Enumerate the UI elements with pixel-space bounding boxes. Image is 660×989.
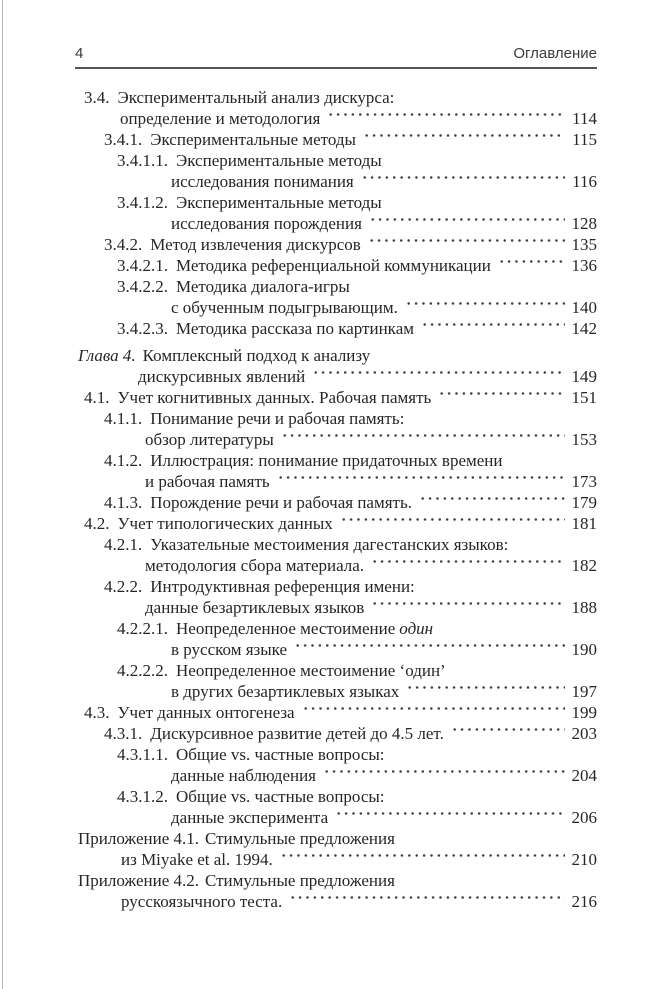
toc-entry-title: Понимание речи и рабочая память:: [150, 409, 405, 428]
toc-page-number: 190: [571, 640, 597, 659]
toc-line: [78, 870, 597, 891]
toc-line: [145, 471, 597, 492]
toc-line: [117, 744, 597, 765]
toc-entry-title: Учет типологических данных: [117, 514, 333, 533]
toc-entry-title: исследования порождения: [171, 214, 362, 233]
toc-line: [171, 213, 597, 234]
toc-line: [104, 492, 597, 513]
toc-entry-title: Стимульные предложения: [205, 829, 395, 848]
toc-line: [171, 807, 597, 828]
toc-entry-title: Экспериментальные методы: [176, 193, 382, 212]
toc-entry-number: 3.4.2.3.: [117, 319, 168, 338]
toc-line: [117, 660, 597, 681]
dot-leader: [335, 807, 565, 828]
toc-line: [78, 828, 597, 849]
dot-leader: [361, 171, 565, 192]
toc-entry-title: Стимульные предложения: [205, 871, 395, 890]
toc-entry-title: в русском языке: [171, 640, 288, 659]
toc-line: [138, 366, 597, 387]
page-number: 4: [75, 45, 84, 62]
toc-entry-number: 4.3.1.1.: [117, 745, 168, 764]
toc-entry-title: Методика референциальной коммуникации: [176, 256, 491, 275]
dot-leader: [368, 234, 565, 255]
running-title: Оглавление: [513, 45, 597, 62]
toc-line: [121, 891, 597, 912]
toc-entry-title: Методика диалога-игры: [176, 277, 350, 296]
toc-page-number: 216: [571, 892, 597, 911]
toc-entry-title-emphasis: один: [399, 619, 434, 638]
toc-line: [117, 192, 597, 213]
toc-page-number: 203: [571, 724, 597, 743]
toc-entry-number: 4.1.: [84, 388, 110, 407]
toc-entry-title: Комплексный подход к анализу: [142, 346, 371, 365]
toc-page-number: 115: [572, 130, 597, 149]
toc-entry-title: Методика рассказа по картинкам: [176, 319, 414, 338]
toc-page-number: 199: [571, 703, 597, 722]
toc-entry-title: и рабочая память: [145, 472, 270, 491]
toc-line: [171, 639, 597, 660]
dot-leader: [371, 555, 565, 576]
page-header: [75, 45, 597, 62]
toc-line: [117, 255, 597, 276]
toc-line: [117, 276, 597, 297]
toc-entry-number: 4.1.2.: [104, 451, 143, 470]
toc-entry-number: 4.2.2.: [104, 577, 143, 596]
toc-entry-number: Приложение 4.1.: [78, 829, 199, 848]
toc-entry-title: Экспериментальные методы: [150, 130, 356, 149]
toc-entry-number: 4.2.: [84, 514, 110, 533]
toc-page-number: 182: [571, 556, 597, 575]
toc-entry-title: данные наблюдения: [171, 766, 317, 785]
dot-leader: [405, 297, 565, 318]
toc-line: [117, 150, 597, 171]
toc-entry-title: Учет когнитивных данных. Рабочая память: [117, 388, 432, 407]
toc-entry-title: Метод извлечения дискурсов: [150, 235, 361, 254]
toc-entry-number: 3.4.1.2.: [117, 193, 168, 212]
dot-leader: [371, 597, 565, 618]
toc-line: [117, 618, 597, 639]
toc-entry-title: Указательные местоимения дагестанских языков:: [150, 535, 509, 554]
toc-entry-number: 3.4.2.2.: [117, 277, 168, 296]
dot-leader: [340, 513, 565, 534]
toc-entry-number: 4.1.1.: [104, 409, 143, 428]
toc-entry-title: Дискурсивное развитие детей до 4.5 лет.: [150, 724, 444, 743]
dot-leader: [302, 702, 565, 723]
toc-page-number: 114: [572, 109, 597, 128]
toc-entry-number: 4.3.: [84, 703, 110, 722]
toc-entry-number: 4.2.2.2.: [117, 661, 168, 680]
dot-leader: [438, 387, 565, 408]
toc-page-number: 116: [572, 172, 597, 191]
dot-leader: [323, 765, 565, 786]
toc-entry-number: 3.4.: [84, 88, 110, 107]
toc-entry-title: из Miyake et al. 1994.: [121, 850, 273, 869]
dot-leader: [363, 129, 565, 150]
toc-entry-title: Неопределенное местоимение: [176, 619, 396, 638]
toc-entry-title: дискурсивных явлений: [138, 367, 306, 386]
toc-entry-title: Экспериментальные методы: [176, 151, 382, 170]
toc-line: [104, 534, 597, 555]
dot-leader: [498, 255, 565, 276]
header-rule: [75, 67, 597, 69]
toc-entry-title: Общие vs. частные вопросы:: [176, 787, 385, 806]
toc-page-number: 135: [571, 235, 597, 254]
toc-line: [117, 318, 597, 339]
toc-line: [84, 387, 597, 408]
toc-entry-title: Общие vs. частные вопросы:: [176, 745, 385, 764]
toc-entry-title: Экспериментальный анализ дискурса:: [117, 88, 395, 107]
toc-list: [0, 87, 597, 912]
toc-line: [117, 786, 597, 807]
toc-entry-number: Глава 4.: [78, 346, 136, 365]
toc-line: [171, 681, 597, 702]
toc-entry-title: Иллюстрация: понимание придаточных времени: [150, 451, 503, 470]
toc-line: [84, 702, 597, 723]
toc-line: [104, 234, 597, 255]
toc-entry-number: 4.2.1.: [104, 535, 143, 554]
dot-leader: [369, 213, 565, 234]
dot-leader: [294, 639, 565, 660]
toc-page-number: 128: [571, 214, 597, 233]
toc-line: [145, 429, 597, 450]
toc-entry-number: 3.4.2.: [104, 235, 143, 254]
toc-entry-title: методология сбора материала.: [145, 556, 365, 575]
toc-entry-number: 4.1.3.: [104, 493, 143, 512]
toc-line: [121, 849, 597, 870]
dot-leader: [280, 849, 565, 870]
toc-entry-number: Приложение 4.2.: [78, 871, 199, 890]
toc-entry-title: Неопределенное местоимение ‘один’: [176, 661, 446, 680]
toc-page-number: 188: [571, 598, 597, 617]
toc-entry-title: определение и методология: [120, 109, 321, 128]
dot-leader: [312, 366, 565, 387]
toc-entry-number: 3.4.2.1.: [117, 256, 168, 275]
toc-entry-title: русскоязычного теста.: [121, 892, 283, 911]
toc-line: [104, 129, 597, 150]
toc-entry-number: 4.3.1.2.: [117, 787, 168, 806]
toc-page-number: 173: [571, 472, 597, 491]
toc-page-number: 206: [571, 808, 597, 827]
toc-line: [104, 576, 597, 597]
dot-leader: [281, 429, 565, 450]
toc-page-number: 210: [571, 850, 597, 869]
toc-entry-number: 3.4.1.1.: [117, 151, 168, 170]
toc-line: [84, 513, 597, 534]
toc-entry-title: Интродуктивная референция имени:: [150, 577, 415, 596]
toc-line: [104, 408, 597, 429]
dot-leader: [277, 471, 565, 492]
toc-entry-number: 4.3.1.: [104, 724, 143, 743]
toc-entry-number: 3.4.1.: [104, 130, 143, 149]
toc-page-number: 204: [571, 766, 597, 785]
dot-leader: [327, 108, 565, 129]
toc-entry-title: данные безартиклевых языков: [145, 598, 365, 617]
toc-page-number: 136: [571, 256, 597, 275]
toc-line: [84, 87, 597, 108]
dot-leader: [419, 492, 565, 513]
toc-line: [104, 723, 597, 744]
toc-line: [145, 597, 597, 618]
toc-entry-title: исследования понимания: [171, 172, 354, 191]
toc-line: [145, 555, 597, 576]
toc-entry-number: 4.2.2.1.: [117, 619, 168, 638]
toc-entry-title: в других безартиклевых языках: [171, 682, 400, 701]
toc-entry-title: с обученным подыгрывающим.: [171, 298, 398, 317]
toc-entry-title: Учет данных онтогенеза: [117, 703, 295, 722]
toc-line: [171, 171, 597, 192]
toc-page-number: 142: [571, 319, 597, 338]
toc-page-number: 151: [571, 388, 597, 407]
toc-entry-title: данные эксперимента: [171, 808, 329, 827]
toc-line: [104, 450, 597, 471]
toc-page-number: 140: [571, 298, 597, 317]
toc-page-number: 181: [571, 514, 597, 533]
toc-page-number: 179: [571, 493, 597, 512]
toc-line: [171, 765, 597, 786]
dot-leader: [421, 318, 565, 339]
dot-leader: [451, 723, 565, 744]
toc-page-number: 197: [571, 682, 597, 701]
toc-page-number: 149: [571, 367, 597, 386]
dot-leader: [406, 681, 565, 702]
toc-entry-title: обзор литературы: [145, 430, 274, 449]
toc-page-number: 153: [571, 430, 597, 449]
toc-entry-title: Порождение речи и рабочая память.: [150, 493, 412, 512]
dot-leader: [289, 891, 565, 912]
toc-line: [120, 108, 597, 129]
toc-line: [78, 345, 597, 366]
toc-line: [171, 297, 597, 318]
